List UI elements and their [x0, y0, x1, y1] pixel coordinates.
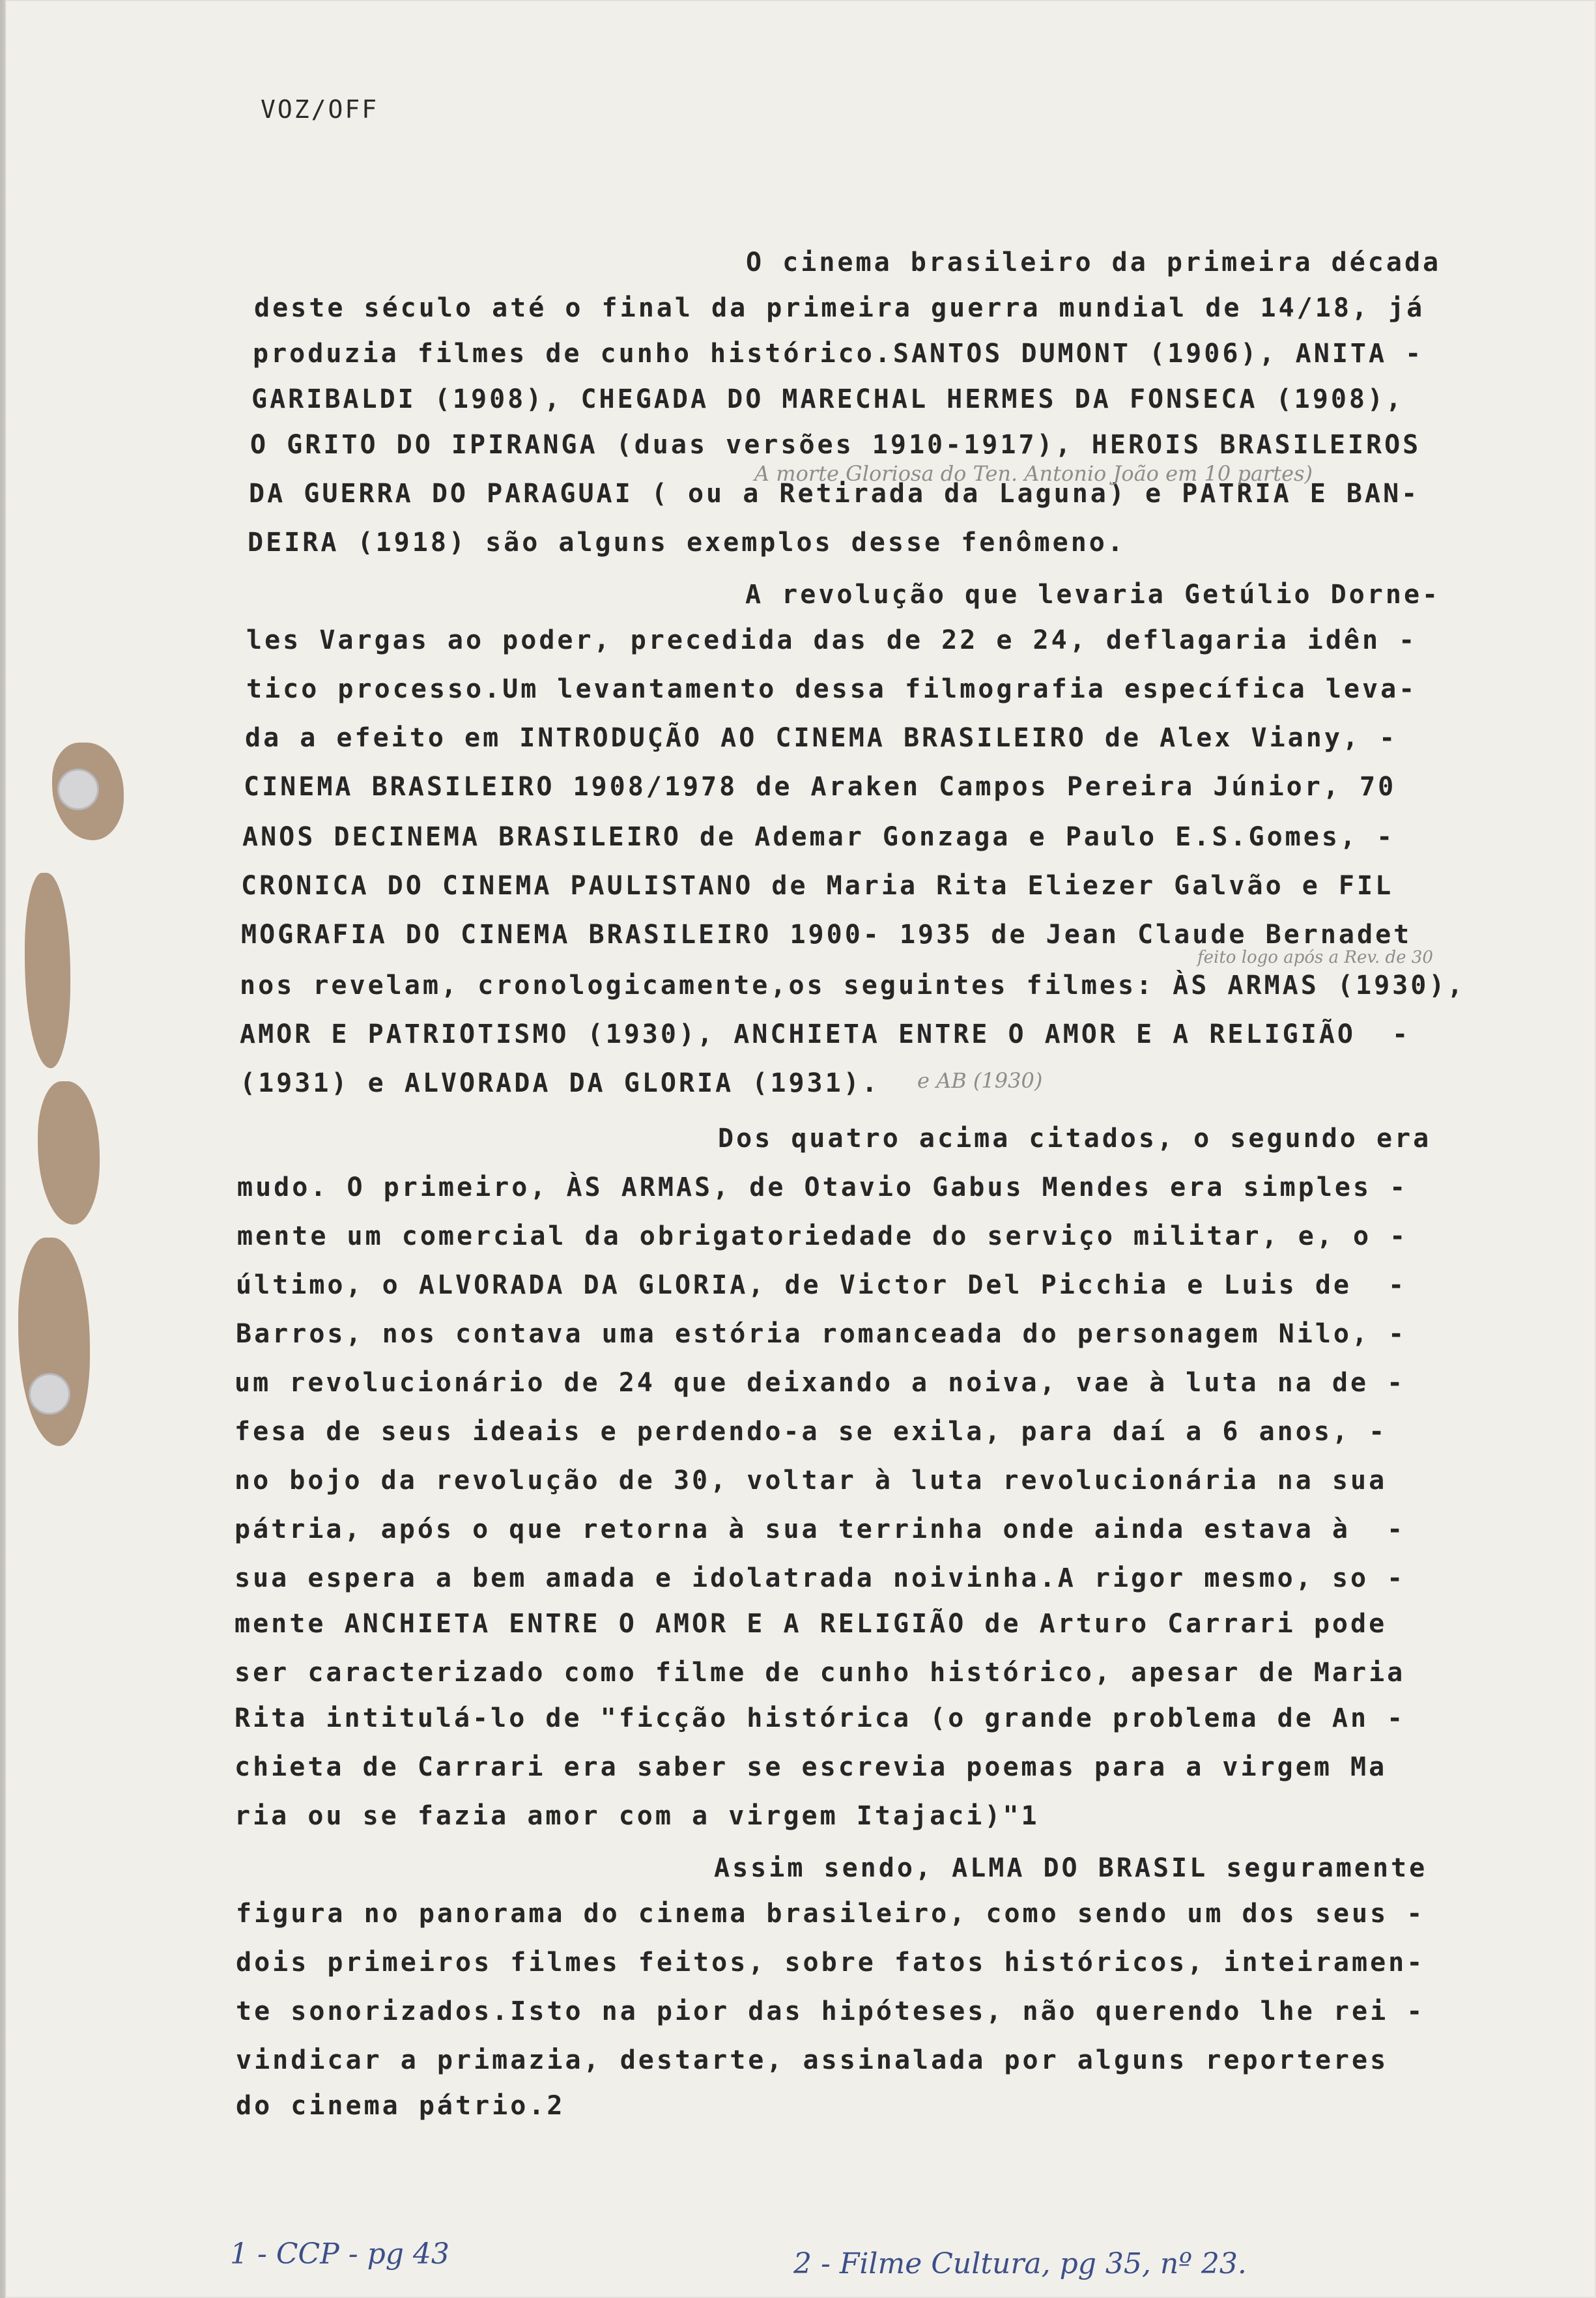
rust-stain [38, 1081, 100, 1225]
text-line: um revolucionário de 24 que deixando a noiva, vae à luta na de - [235, 1368, 1406, 1398]
text-line: chieta de Carrari era saber se escrevia poemas para a virgem Ma [235, 1752, 1388, 1782]
footnote-left: 1 - CCP - pg 43 [230, 2237, 449, 2271]
text-line: do cinema pátrio.2 [236, 2091, 565, 2121]
text-line: DEIRA (1918) são alguns exemplos desse fenômeno. [248, 528, 1126, 558]
text-line: ria ou se fazia amor com a virgem Itajaci)"1 [235, 1801, 1040, 1831]
text-line: (1931) e ALVORADA DA GLORIA (1931). [240, 1068, 880, 1098]
pencil-annotation-laguna: A morte Gloriosa do Ten. Antonio João em 10 partes) [754, 461, 1313, 486]
typewritten-page [5, 0, 1596, 2298]
text-line: produzia filmes de cunho histórico.SANTOS DUMONT (1906), ANITA - [253, 339, 1424, 369]
text-line: les Vargas ao poder, precedida das de 22 e 24, deflagaria idên - [246, 625, 1418, 655]
punch-hole [29, 1373, 70, 1415]
text-line: nos revelam, cronologicamente,os seguintes filmes: ÀS ARMAS (1930), [240, 971, 1466, 1000]
text-line: ser caracterizado como filme de cunho histórico, apesar de Maria [235, 1658, 1406, 1688]
rust-stain [18, 1238, 90, 1446]
pencil-annotation-alvorada: e AB (1930) [917, 1068, 1043, 1093]
text-line: figura no panorama do cinema brasileiro, como sendo um dos seus - [236, 1899, 1425, 1929]
text-line: O cinema brasileiro da primeira década [746, 248, 1442, 277]
text-line: AMOR E PATRIOTISMO (1930), ANCHIETA ENTRE O AMOR E A RELIGIÃO - [240, 1019, 1411, 1049]
text-line: Rita intitulá-lo de "ficção histórica (o grande problema de An - [235, 1703, 1406, 1733]
footnote-right: 2 - Filme Cultura, pg 35, nº 23. [793, 2247, 1247, 2280]
text-line: fesa de seus ideais e perdendo-a se exila, para daí a 6 anos, - [235, 1417, 1388, 1447]
text-line: A revolução que levaria Getúlio Dorne- [745, 580, 1441, 610]
text-line: Assim sendo, ALMA DO BRASIL seguramente [714, 1853, 1428, 1883]
punch-hole [57, 769, 99, 810]
text-line: último, o ALVORADA DA GLORIA, de Victor Del Picchia e Luis de - [236, 1270, 1407, 1300]
text-line: pátria, após o que retorna à sua terrinha onde ainda estava à - [235, 1514, 1406, 1544]
pencil-annotation-bernadet: feito logo após a Rev. de 30 [1197, 948, 1433, 967]
text-line: vindicar a primazia, destarte, assinalada por alguns reporteres [236, 2045, 1389, 2075]
text-line: sua espera a bem amada e idolatrada noivinha.A rigor mesmo, so - [235, 1563, 1406, 1593]
text-line: Barros, nos contava uma estória romanceada do personagem Nilo, - [236, 1319, 1407, 1349]
text-line: dois primeiros filmes feitos, sobre fatos históricos, inteiramen- [236, 1948, 1425, 1978]
text-line: ANOS DECINEMA BRASILEIRO de Ademar Gonzaga e Paulo E.S.Gomes, - [242, 822, 1395, 852]
text-line: CRONICA DO CINEMA PAULISTANO de Maria Rita Eliezer Galvão e FIL [241, 871, 1394, 901]
text-line: Dos quatro acima citados, o segundo era [718, 1124, 1432, 1154]
text-line: mente um comercial da obrigatoriedade do serviço militar, e, o - [237, 1221, 1408, 1251]
text-line: no bojo da revolução de 30, voltar à luta revolucionária na sua [235, 1466, 1388, 1496]
text-line: da a efeito em INTRODUÇÃO AO CINEMA BRASILEIRO de Alex Viany, - [245, 723, 1398, 753]
text-line: DA GUERRA DO PARAGUAI ( ou a Retirada da Laguna) e PATRIA E BAN- [249, 479, 1420, 509]
text-line: mudo. O primeiro, ÀS ARMAS, de Otavio Gabus Mendes era simples - [237, 1172, 1408, 1202]
text-line: GARIBALDI (1908), CHEGADA DO MARECHAL HERMES DA FONSECA (1908), [251, 384, 1404, 414]
text-line: tico processo.Um levantamento dessa filmografia específica leva- [246, 674, 1418, 704]
text-line: MOGRAFIA DO CINEMA BRASILEIRO 1900- 1935 de Jean Claude Bernadet [241, 920, 1412, 950]
text-line: CINEMA BRASILEIRO 1908/1978 de Araken Campos Pereira Júnior, 70 [244, 772, 1397, 802]
text-line: deste século até o final da primeira guerra mundial de 14/18, já [254, 293, 1425, 323]
text-line: mente ANCHIETA ENTRE O AMOR E A RELIGIÃO de Arturo Carrari pode [235, 1609, 1388, 1639]
text-line: te sonorizados.Isto na pior das hipóteses, não querendo lhe rei - [236, 1996, 1425, 2026]
page-heading: VOZ/OFF [261, 95, 379, 124]
rust-stain [25, 873, 70, 1068]
text-line: O GRITO DO IPIRANGA (duas versões 1910-1917), HEROIS BRASILEIROS [250, 430, 1421, 460]
